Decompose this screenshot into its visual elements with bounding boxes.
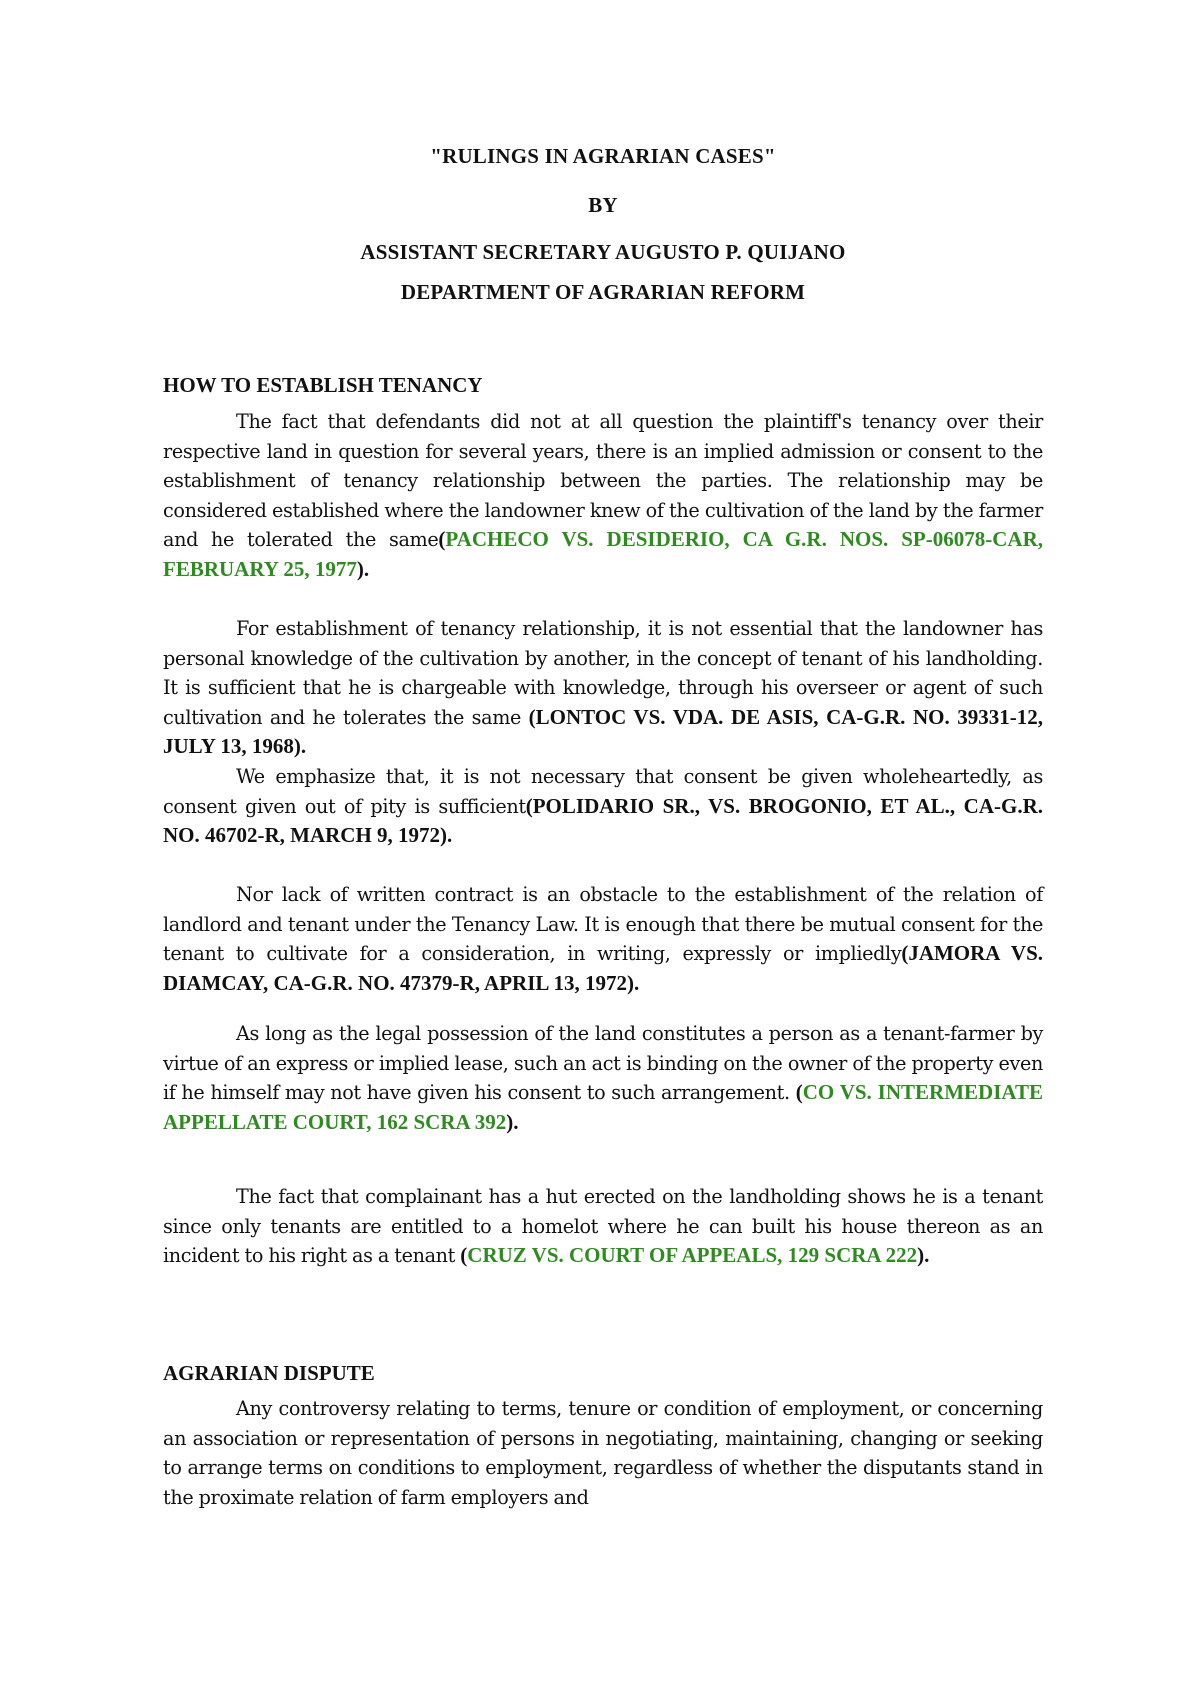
paragraph-text: For establishment of tenancy relationship, it is not essential that the landowner has personal knowledge of the cultivation by another, in the concept of tenant of his landholding. It is sufficient that he is chargeable with knowledge, through his overseer or agent of such cultivation and he tolerates the same xyxy=(163,617,1043,729)
section-heading-how-to-establish-tenancy: HOW TO ESTABLISH TENANCY xyxy=(163,373,483,397)
paragraph xyxy=(163,762,1043,851)
document-title: "RULINGS IN AGRARIAN CASES" xyxy=(430,144,776,168)
citation-open: ( xyxy=(795,1080,803,1105)
citation: (POLIDARIO SR., VS. BROGONIO, ET AL., CA-G.R. NO. 46702-R, MARCH 9, 1972). xyxy=(163,793,1044,848)
citation-open: ( xyxy=(438,527,446,552)
paragraph-text: The fact that defendants did not at all question the plaintiff's tenancy over their respective land in question for several years, there is an implied admission or consent to the establishment of tenancy relationship between the parties. The relationship may be considered established where the landowner knew of the cultivation of the land by the farmer and he tolerated the same xyxy=(163,410,1043,552)
citation-green: CRUZ VS. COURT OF APPEALS, 129 SCRA 222 xyxy=(467,1243,918,1268)
citation: (LONTOC VS. VDA. DE ASIS, CA-G.R. NO. 39331-12, JULY 13, 1968). xyxy=(163,704,1044,759)
citation-close: ). xyxy=(506,1109,519,1134)
citation-open: ( xyxy=(460,1243,468,1268)
paragraph xyxy=(163,1182,1043,1271)
section-heading-agrarian-dispute: AGRARIAN DISPUTE xyxy=(163,1361,375,1385)
department-line: DEPARTMENT OF AGRARIAN REFORM xyxy=(400,280,806,304)
paragraph xyxy=(163,1394,1043,1512)
paragraph-text: We emphasize that, it is not necessary that consent be given wholeheartedly, as consent given out of pity is sufficient xyxy=(163,765,1043,818)
citation-green: PACHECO VS. DESIDERIO, CA G.R. NOS. SP-06078-CAR, FEBRUARY 25, 1977 xyxy=(163,527,1043,581)
paragraph-text: As long as the legal possession of the land constitutes a person as a tenant-farmer by virtue of an express or implied lease, such an act is binding on the owner of the property even if he himself may not have given his consent to such arrangement. xyxy=(163,1022,1043,1105)
citation: (JAMORA VS. DIAMCAY, CA-G.R. NO. 47379-R, APRIL 13, 1972). xyxy=(163,941,1044,995)
author-line: ASSISTANT SECRETARY AUGUSTO P. QUIJANO xyxy=(360,240,846,264)
paragraph-text: Nor lack of written contract is an obstacle to the establishment of the relation of landlord and tenant under the Tenancy Law. It is enough that there be mutual consent for the tenant to cultivate for a consideration, in writing, expressly or impliedly xyxy=(163,883,1043,966)
title-by: BY xyxy=(588,193,618,217)
paragraph xyxy=(163,614,1043,762)
paragraph xyxy=(163,407,1043,585)
citation-green: CO VS. INTERMEDIATE APPELLATE COURT, 162 SCRA 392 xyxy=(163,1080,1043,1134)
paragraph xyxy=(163,880,1043,998)
citation-close: ). xyxy=(917,1243,930,1268)
paragraph xyxy=(163,1019,1043,1137)
citation-close: ). xyxy=(356,556,370,581)
paragraph-text: Any controversy relating to terms, tenure or condition of employment, or concerning an association or representation of persons in negotiating, maintaining, changing or seeking to arrange terms on conditions to employment, regardless of whether the disputants stand in the proximate relation of farm employers and xyxy=(163,1397,1043,1509)
paragraph-text: The fact that complainant has a hut erected on the landholding shows he is a tenant since only tenants are entitled to a homelot where he can built his house thereon as an incident to his right as a tenant xyxy=(163,1185,1043,1268)
